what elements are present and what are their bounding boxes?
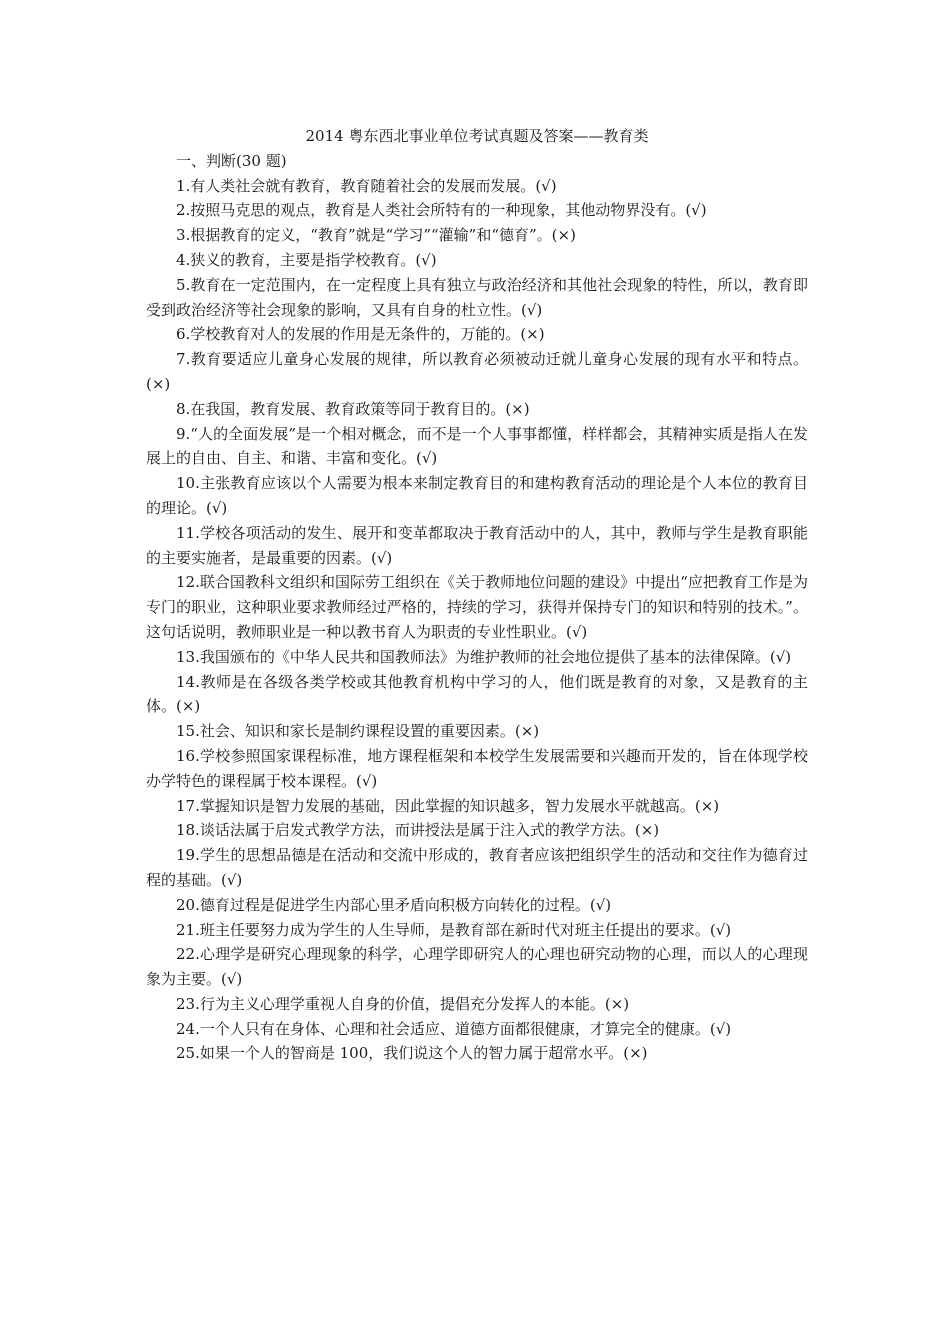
question-item: 8.在我国，教育发展、教育政策等同于教育目的。(×) — [176, 399, 530, 418]
question-item: 24.一个人只有在身体、心理和社会适应、道德方面都很健康，才算完全的健康。(√) — [176, 1019, 732, 1038]
question-item: 10.主张教育应该以个人需要为根本来制定教育目的和建构教育活动的理论是个人本位的教育目的理论。(√) — [146, 474, 808, 517]
question-item: 3.根据教育的定义，“教育”就是“学习”“灌输”和“德育”。(×) — [176, 226, 576, 245]
question-list — [146, 174, 808, 1067]
question-item: 18.谈话法属于启发式教学方法，而讲授法是属于注入式的教学方法。(×) — [176, 821, 660, 840]
question-item: 13.我国颁布的《中华人民共和国教师法》为维护教师的社会地位提供了基本的法律保障。(√) — [176, 647, 792, 666]
document-title: 2014 粤东西北事业单位考试真题及答案——教育类 — [305, 127, 649, 145]
question-item: 22.心理学是研究心理现象的科学，心理学即研究人的心理也研究动物的心理，而以人的心理现象为主要。(√) — [146, 945, 808, 989]
question-item: 4.狭义的教育，主要是指学校教育。(√) — [176, 250, 437, 269]
question-item: 7.教育要适应儿童身心发展的规律，所以教育必须被动迁就儿童身心发展的现有水平和特点。(×) — [146, 350, 808, 393]
document-page — [146, 124, 808, 1066]
question-item: 17.掌握知识是智力发展的基础，因此掌握的知识越多，智力发展水平就越高。(×) — [176, 796, 720, 815]
question-item: 25.如果一个人的智商是 100，我们说这个人的智力属于超常水平。(×) — [176, 1044, 648, 1063]
question-item: 16.学校参照国家课程标准，地方课程框架和本校学生发展需要和兴趣而开发的，旨在体现学校办学特色的课程属于校本课程。(√) — [146, 746, 808, 790]
question-item: 21.班主任要努力成为学生的人生导师，是教育部在新时代对班主任提出的要求。(√) — [176, 920, 732, 939]
question-item: 5.教育在一定范围内，在一定程度上具有独立与政治经济和其他社会现象的特性，所以，教育即受到政治经济等社会现象的影响，又具有自身的杜立性。(√) — [146, 275, 808, 319]
question-item: 9.“人的全面发展”是一个相对概念，而不是一个人事事都懂，样样都会，其精神实质是指人在发展上的自由、自主、和谐、丰富和变化。(√) — [146, 424, 808, 468]
question-item: 11.学校各项活动的发生、展开和变革都取决于教育活动中的人，其中，教师与学生是教育职能的主要实施者，是最重要的因素。(√) — [146, 523, 808, 567]
question-item: 14.教师是在各级各类学校或其他教育机构中学习的人，他们既是教育的对象，又是教育的主体。(×) — [146, 672, 808, 716]
section-heading: 一、判断(30 题) — [176, 151, 287, 170]
question-item: 20.德育过程是促进学生内部心里矛盾向积极方向转化的过程。(√) — [176, 895, 612, 914]
question-item: 23.行为主义心理学重视人自身的价值，提倡充分发挥人的本能。(×) — [176, 994, 630, 1013]
question-item: 1.有人类社会就有教育，教育随着社会的发展而发展。(√) — [176, 176, 557, 195]
question-item: 15.社会、知识和家长是制约课程设置的重要因素。(×) — [176, 722, 540, 741]
question-item: 12.联合国教科文组织和国际劳工组织在《关于教师地位问题的建设》中提出“应把教育工作是为专门的职业，这种职业要求教师经过严格的，持续的学习，获得并保持专门的知识和特别的技术。”。这句话说明，教师职业是一种以教书育人为职责的专业性职业。(√) — [146, 573, 808, 641]
question-item: 6.学校教育对人的发展的作用是无条件的，万能的。(×) — [176, 325, 545, 344]
question-item: 2.按照马克思的观点，教育是人类社会所特有的一种现象，其他动物界没有。(√) — [176, 201, 707, 220]
question-item: 19.学生的思想品德是在活动和交流中形成的，教育者应该把组织学生的活动和交往作为德育过程的基础。(√) — [146, 846, 808, 889]
